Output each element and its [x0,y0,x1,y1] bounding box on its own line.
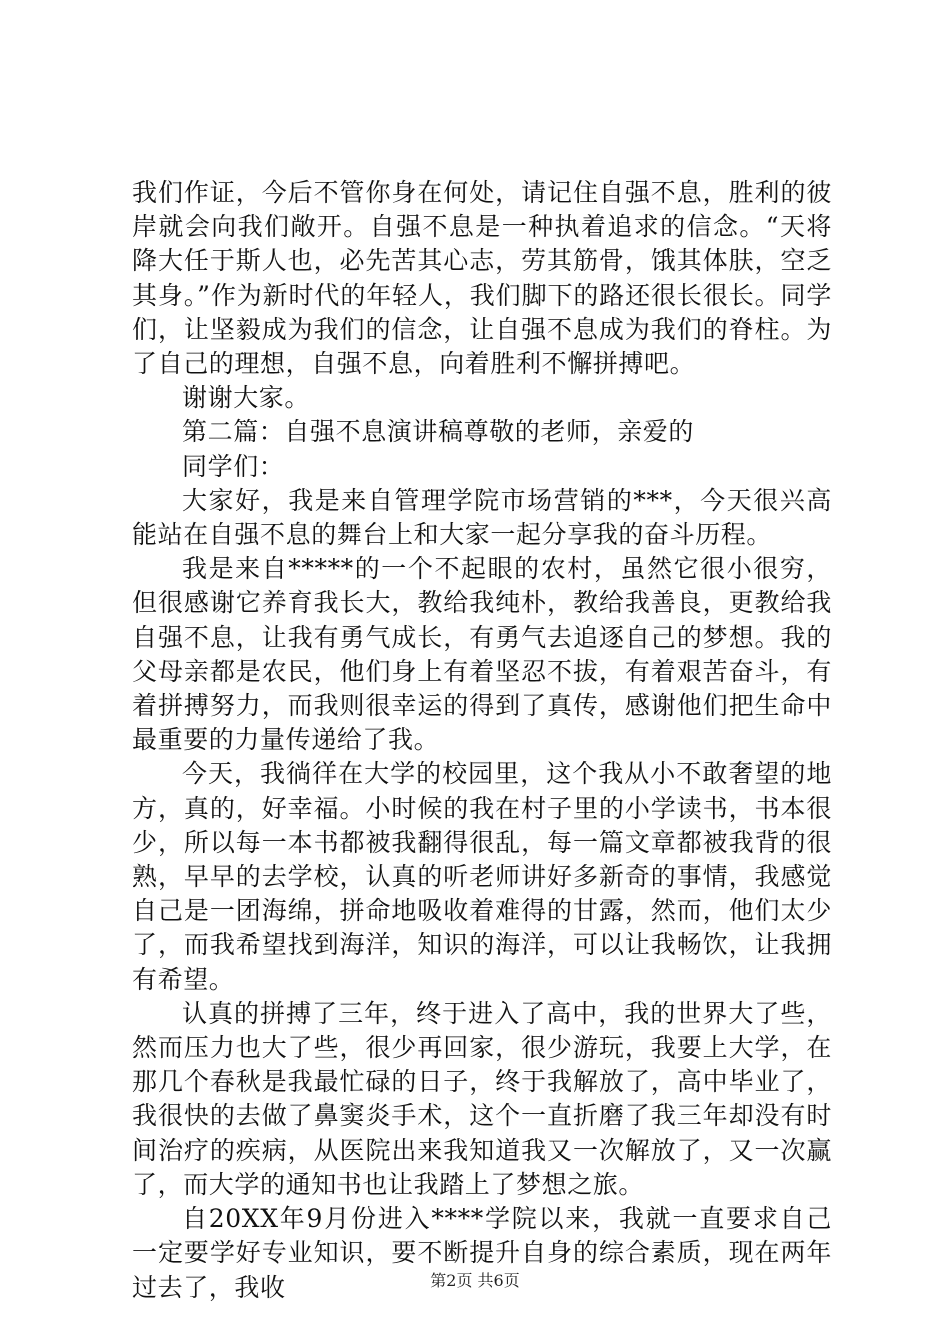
paragraph-continuation: 我们作证，今后不管你身在何处，请记住自强不息，胜利的彼岸就会向我们敞开。自强不息是一种执着追求的信念。“天将降大任于斯人也，必先苦其心志，劳其筋骨，饿其体肤，空乏其身。”作为新时代的年轻人，我们脚下的路还很长很长。同学们，让坚毅成为我们的信念，让自强不息成为我们的脊柱。为了自己的理想，自强不息，向着胜利不懈拼搏吧。 [132,178,832,379]
paragraph-high-school: 认真的拼搏了三年，终于进入了高中，我的世界大了些，然而压力也大了些，很少再回家，很少游玩，我要上大学，在那几个春秋是我最忙碌的日子，终于我解放了，高中毕业了，我很快的去做了鼻窦炎手术，这个一直折磨了我三年却没有时间治疗的疾病，从医院出来我知道我又一次解放了，又一次赢了，而大学的通知书也让我踏上了梦想之旅。 [132,998,832,1199]
salutation: 同学们： [182,451,285,481]
paragraph-hometown: 我是来自*****的一个不起眼的农村，虽然它很小很穷，但很感谢它养育我长大，教给我纯朴，教给我善良，更教给我自强不息，让我有勇气成长，有勇气去追逐自己的梦想。我的父母亲都是农民，他们身上有着坚忍不拔，有着艰苦奋斗，有着拼搏努力，而我则很幸运的得到了真传，感谢他们把生命中最重要的力量传递给了我。 [132,554,832,755]
document-body [132,176,832,1305]
page-footer [0,1271,950,1291]
paragraph-greeting: 大家好，我是来自管理学院市场营销的***，今天很兴高能站在自强不息的舞台上和大家一起分享我的奋斗历程。 [132,485,832,550]
paragraph-college: 自20XX年9月份进入****学院以来，我就一直要求自己一定要学好专业知识，要不断提升自身的综合素质，现在两年过去了，我收 [132,1204,832,1302]
section-heading: 第二篇：自强不息演讲稿尊敬的老师，亲爱的 [182,417,695,447]
page-number: 第2页 共6页 [430,1271,520,1290]
paragraph-university: 今天，我徜徉在大学的校园里，这个我从小不敢奢望的地方，真的，好幸福。小时候的我在村子里的小学读书，书本很少，所以每一本书都被我翻得很乱，每一篇文章都被我背的很熟，早早的去学校，认真的听老师讲好多新奇的事情，我感觉自己是一团海绵，拼命地吸收着难得的甘露，然而，他们太少了，而我希望找到海洋，知识的海洋，可以让我畅饮，让我拥有希望。 [132,759,832,994]
paragraph-thanks: 谢谢大家。 [182,383,311,413]
